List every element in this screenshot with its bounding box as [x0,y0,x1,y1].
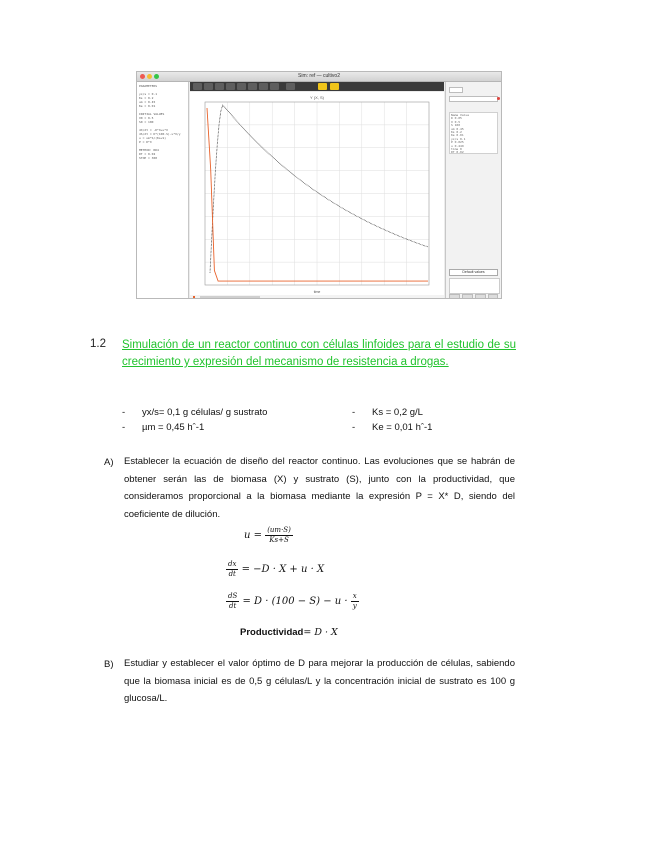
model-select[interactable] [449,96,498,102]
zoom-out-button[interactable] [237,83,246,90]
run-button[interactable] [193,83,202,90]
part-b-label: B) [104,659,114,670]
equations-panel-line: STOP = 300 [139,156,158,160]
equations-panel-line: INITIAL VALUES [139,112,165,116]
values-table-row: time 0 [451,148,462,152]
export-button[interactable] [286,83,295,90]
grid-button[interactable] [270,83,279,90]
simulation-plot [190,92,444,299]
reset-button[interactable] [215,83,224,90]
panel-tab[interactable] [449,87,463,93]
section-title: Simulación de un reactor continuo con células linfoides para el estudio de su crecimiento y expresión del mecanismo de resistencia a drogas. [122,339,516,368]
part-b-text: Estudiar y establecer el valor óptimo de D para mejorar la producción de células, sabiendo que la biomasa inicial es de 0,5 g células/L y la concentración inicial de sustrato es 100 g glucosa/L. [124,658,515,705]
default-values-button[interactable]: Default values [449,269,498,276]
values-table-row: Ks 0.2 [451,131,462,135]
panel-small-button[interactable] [488,294,498,299]
part-a-label: A) [104,457,114,468]
param-ke: - Ke = 0,01 hˆ-1 [352,422,433,433]
parameters-panel [445,82,502,298]
values-table-row: S 100 [451,124,461,128]
section-number: 1.2 [90,338,106,350]
panel-small-button[interactable] [449,294,460,299]
panel-small-button[interactable] [475,294,486,299]
notes-box[interactable] [449,278,500,294]
productivity-equation: Productividad= D · X [240,627,338,638]
substrate-balance-equation: $\frac{dS}{dt}$ = D · (100 − S) − u · $\frac{x}{y}$ [228,592,357,610]
window-titlebar [137,72,501,82]
equations-panel-line: dX/dt = -D*X+u*X [139,128,168,132]
param-ks: - Ks = 0,2 g/L [352,407,423,418]
values-table-row: u 0.449 [451,144,464,148]
equations-panel [137,82,189,298]
equations-panel-line: P = D*X [139,140,152,144]
values-table-row: X 0.5 [451,120,461,124]
biomass-balance-equation: $\frac{dx}{dt}$ = −D · X + u · X [228,560,325,578]
equations-panel-line: DT = 0.02 [139,152,156,156]
param-yxs: - yx/s= 0,1 g células/ g sustrato [122,407,268,418]
paint-icon[interactable] [330,83,339,90]
axis-button[interactable] [259,83,268,90]
values-table-row: D 0.05 [451,117,462,121]
equations-panel-line: Ke = 0.01 [139,104,156,108]
values-table-row: um 0.45 [451,127,464,131]
plot-label: Y (X, S) [310,95,324,100]
values-table-row: P 0.025 [451,141,464,145]
values-table [449,112,498,154]
settings-icon[interactable] [318,83,327,90]
plot-area [190,92,444,299]
clear-icon[interactable] [497,97,500,100]
window-title: Sim: ref — cultivo2 [298,73,340,79]
equations-panel-line: S0 = 100 [139,120,154,124]
plot-toolbar [190,82,444,91]
param-mum: - µm = 0,45 hˆ-1 [122,422,205,433]
values-table-row: yx/s 0.1 [451,137,466,141]
x-axis-label: time [313,290,321,294]
equations-panel-line: PARAMETERS [139,84,158,88]
panel-small-button[interactable] [462,294,473,299]
values-table-row: DT 0.02 [451,151,464,155]
values-table-row: Ke 0.01 [451,134,464,138]
stop-button[interactable] [204,83,213,90]
zoom-in-button[interactable] [226,83,235,90]
equations-panel-line: Ks = 0.2 [139,96,154,100]
equations-panel-line: u = um*S/(Ks+S) [139,136,167,140]
equations-panel-line: um = 0.45 [139,100,156,104]
growth-rate-equation: u = $\frac{(um\cdot S)}{Ks+S}$ [244,526,291,544]
part-a-text: Establecer la ecuación de diseño del reactor continuo. Las evoluciones que se habrán de obtener serán las de biomasa (X) y sustrato (S), junto con la productividad, que consideramos proporcional a la biomasa mediante la expresión P = X* D, siendo del coeficiente de dilución. [124,456,515,520]
equations-panel-line: dS/dt = D*(100-S)-u*X/y [139,132,181,136]
equations-panel-line: X0 = 0.5 [139,116,154,120]
values-table-row: Name Value [451,114,470,117]
equations-panel-line: METHOD: RK4 [139,148,159,152]
simulation-screenshot [136,71,502,299]
equations-panel-line: yx/s = 0.1 [139,92,158,96]
fit-button[interactable] [248,83,257,90]
